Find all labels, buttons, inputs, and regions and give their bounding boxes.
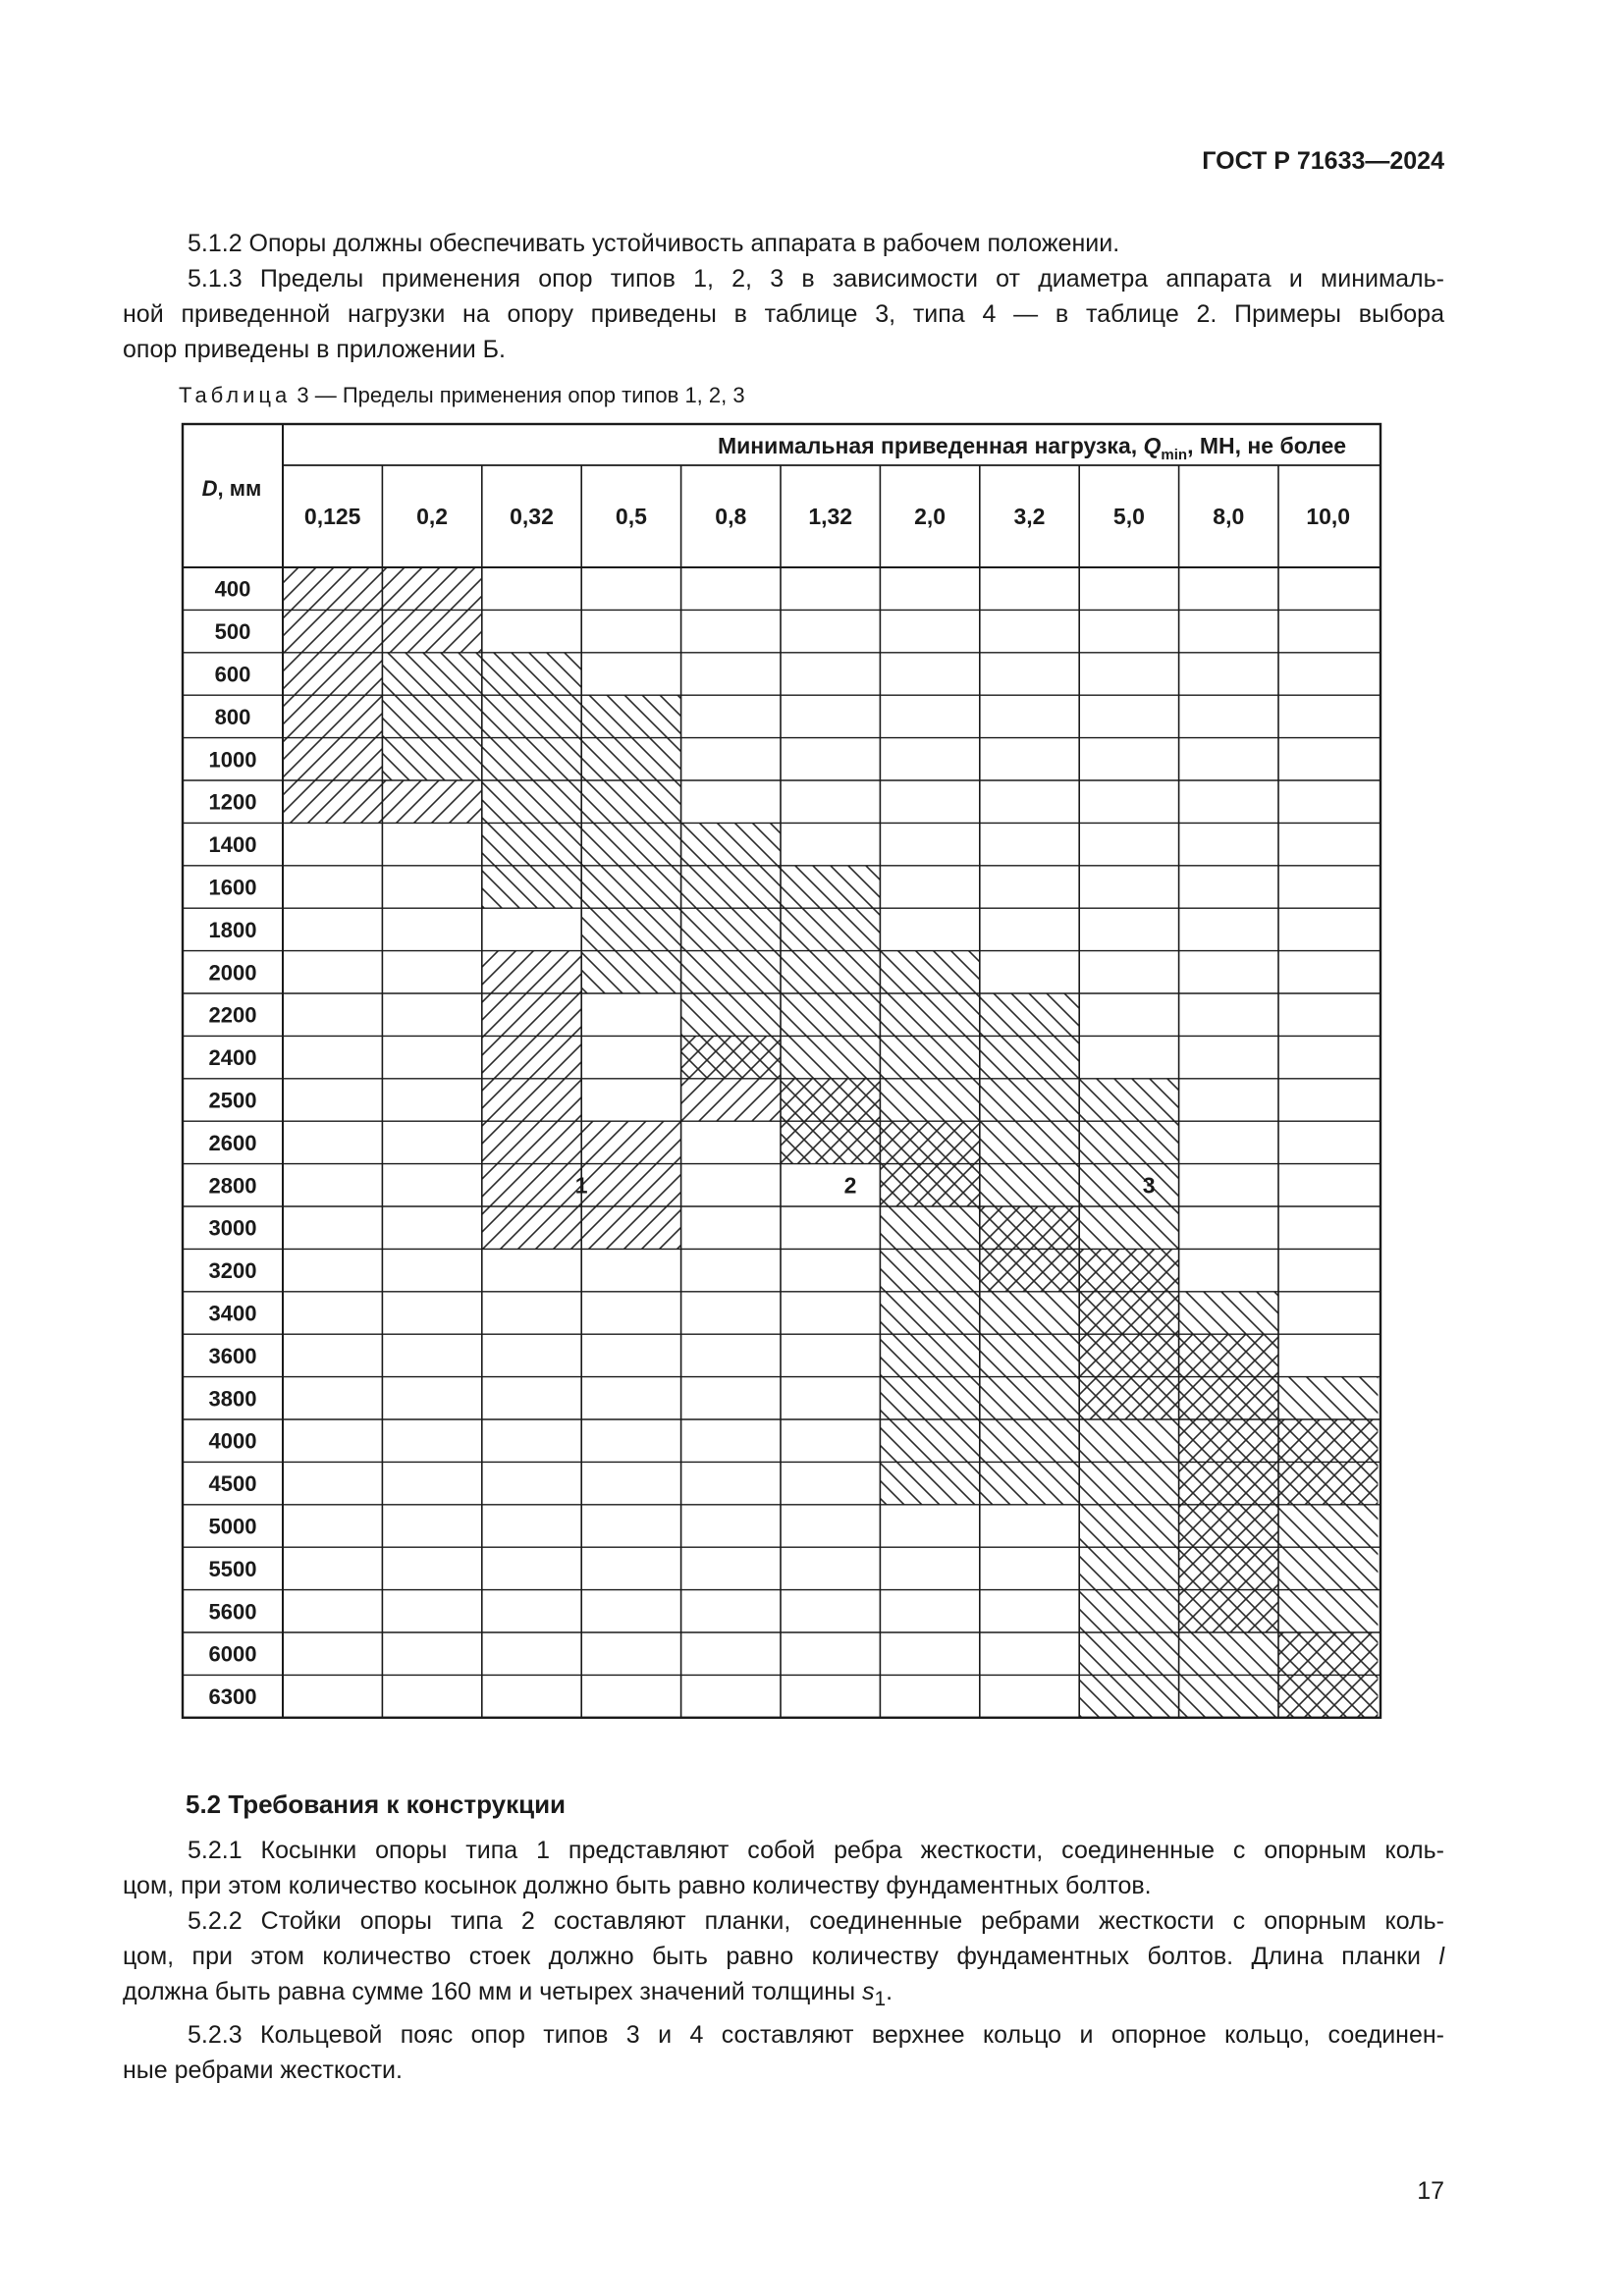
hatched-cell (880, 1164, 979, 1206)
hatched-cell (283, 738, 382, 780)
row-label: 4500 (208, 1471, 257, 1497)
hatched-cell (1278, 1632, 1378, 1675)
hatched-cell (1179, 1505, 1278, 1547)
row-label: 1600 (208, 875, 257, 900)
hatched-cell (1278, 1675, 1378, 1717)
hatched-cell (283, 695, 382, 737)
row-label: 2000 (208, 960, 257, 986)
paragraph-5-1-2: 5.1.2 Опоры должны обеспечивать устойчивость аппарата в рабочем положении. (188, 230, 1120, 257)
row-label: 5500 (208, 1556, 257, 1581)
column-label: 0,125 (303, 504, 361, 529)
row-label: 3800 (208, 1386, 257, 1412)
table-caption-text: 3 — Пределы применения опор типов 1, 2, 3 (297, 383, 745, 407)
column-label: 10,0 (1306, 504, 1351, 529)
row-label: 3400 (208, 1301, 257, 1326)
hatched-cell (482, 993, 581, 1036)
hatched-cell (283, 653, 382, 695)
row-label: 1800 (208, 917, 257, 942)
column-label: 1,32 (808, 504, 853, 529)
column-label: 3,2 (1013, 504, 1046, 529)
paragraph-5-2-2-line2: цом, при этом количество стоек должно быть равно количеству фундаментных болтов. Длина планки l (123, 1943, 1444, 1970)
column-label: 0,5 (615, 504, 647, 529)
hatched-cell (482, 1036, 581, 1078)
paragraph-5-2-2-line1: 5.2.2 Стойки опоры типа 2 составляют планки, соединенные ребрами жесткости с опорным коль- (188, 1907, 1444, 1935)
hatched-cell (482, 951, 581, 993)
row-label: 3600 (208, 1343, 257, 1368)
column-group-header: Минимальная приведенная нагрузка, $Q_{min}$, МН, не более (717, 433, 1347, 463)
paragraph-5-2-2-line3: должна быть равна сумме 160 мм и четырех значений толщины $s_1$. (123, 1978, 893, 2010)
hatched-cell (1179, 1547, 1278, 1589)
hatched-cell (681, 1036, 781, 1078)
column-label: 0,2 (416, 504, 449, 529)
row-label: 2200 (208, 1002, 257, 1028)
hatched-cell (1179, 1590, 1278, 1632)
row-label: 2800 (208, 1173, 257, 1199)
row-label: 6000 (208, 1641, 257, 1667)
row-label: 3000 (208, 1215, 257, 1241)
column-label: 5,0 (1112, 504, 1145, 529)
hatched-cell (482, 823, 781, 865)
document-number: ГОСТ Р 71633—2024 (1202, 147, 1444, 175)
paragraph-5-2-1-line2: цом, при этом количество косынок должно быть равно количеству фундаментных болтов. (123, 1872, 1152, 1899)
column-label: 0,8 (715, 504, 747, 529)
row-label: 5000 (208, 1514, 257, 1539)
row-label: 1000 (208, 747, 257, 773)
page-number: 17 (1417, 2177, 1444, 2205)
row-labels (209, 577, 257, 1709)
row-label: 3200 (208, 1258, 257, 1284)
column-labels (304, 504, 1350, 529)
row-label: 800 (214, 704, 251, 729)
paragraph-5-1-3-line1: 5.1.3 Пределы применения опор типов 1, 2, 3 в зависимости от диаметра аппарата и минималь- (188, 265, 1444, 293)
table-header (202, 433, 1346, 501)
column-label: 8,0 (1213, 504, 1245, 529)
hatched-cell (980, 1206, 1079, 1249)
paragraph-5-1-3-line3: опор приведены в приложении Б. (123, 336, 506, 363)
row-label: 400 (214, 576, 251, 602)
hatched-cell (482, 1079, 581, 1121)
table-caption-word: Таблица (179, 383, 292, 407)
region-label: 2 (843, 1172, 857, 1199)
paragraph-5-2-1-line1: 5.2.1 Косынки опоры типа 1 представляют собой ребра жесткости, соединенные с опорным коль- (188, 1837, 1444, 1864)
row-label: 4000 (208, 1428, 257, 1454)
section-title: 5.2 Требования к конструкции (186, 1789, 567, 1819)
row-label: 1400 (208, 832, 257, 858)
column-label: 0,32 (510, 504, 554, 529)
column-label: 2,0 (914, 504, 947, 529)
paragraph-5-2-3-line2: ные ребрами жесткости. (123, 2056, 403, 2084)
row-label: 600 (214, 662, 251, 687)
row-label: 5600 (208, 1599, 257, 1625)
hatched-cell (382, 738, 680, 780)
hatched-regions (283, 567, 1378, 1718)
row-header-label: D, мм (201, 476, 262, 501)
row-label: 1200 (208, 789, 257, 815)
paragraph-5-2-3-line1: 5.2.3 Кольцевой пояс опор типов 3 и 4 составляют верхнее кольцо и опорное кольцо, соединен- (188, 2021, 1444, 2049)
row-label: 2500 (208, 1088, 257, 1113)
section-paragraphs (123, 1833, 1444, 2088)
hatched-cell (581, 908, 880, 950)
row-label: 2400 (208, 1045, 257, 1071)
row-label: 6300 (208, 1684, 257, 1710)
region-label: 1 (574, 1172, 588, 1199)
hatched-cell (382, 695, 680, 737)
row-label: 500 (214, 619, 251, 645)
row-label: 2600 (208, 1130, 257, 1155)
region-label: 3 (1142, 1172, 1156, 1199)
hatched-cell (1079, 1292, 1178, 1334)
paragraph-5-1-3-line2: ной приведенной нагрузки на опору приведены в таблице 3, типа 4 — в таблице 2. Примеры выбора (123, 300, 1444, 328)
